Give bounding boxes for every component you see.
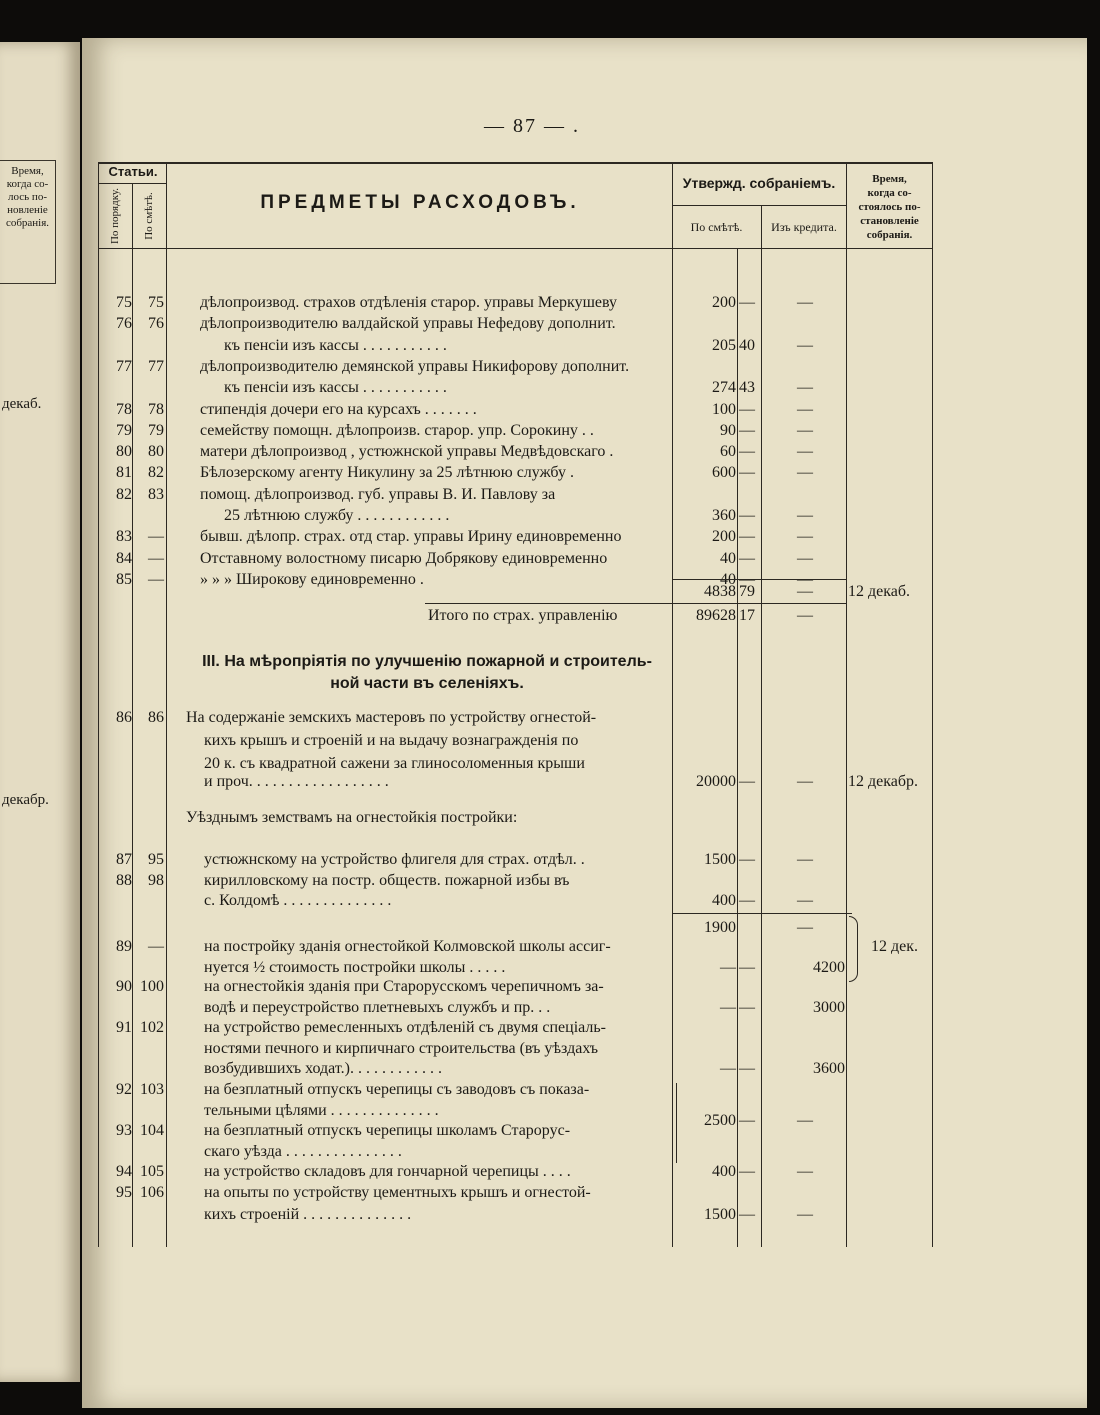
amount-rubles: 40 — [720, 549, 736, 567]
row-description: 25 лѣтнюю службу . . . . . . . . . . . . — [224, 507, 450, 524]
amount-rubles: 200 — [712, 294, 736, 311]
row-description: дѣлопроизводителю демянской управы Никифорову дополнит. — [200, 357, 630, 375]
amount-kopecks: — — [739, 570, 755, 588]
amount-kopecks: — — [739, 507, 755, 524]
row-order-number: 81 — [116, 464, 132, 482]
table-row — [0, 998, 1100, 1018]
rows-92-93-sum: 2500 — — — [704, 1112, 813, 1129]
amount-rubles: 200 — [712, 528, 736, 546]
row-order-number: 95 — [116, 1184, 132, 1201]
table-row — [0, 958, 1100, 978]
row-order-number: 78 — [116, 400, 132, 418]
amount-rubles: 274 — [712, 379, 736, 397]
header-from-credit: Изъ кредита. — [771, 220, 837, 234]
amount-credit: — — [797, 336, 813, 354]
amount-rubles: — — [720, 958, 736, 976]
row-order-number: 88 — [116, 871, 132, 889]
amount-rubles: 1500 — [704, 1206, 736, 1223]
amount-kopecks: — — [739, 1060, 755, 1077]
table-row — [0, 871, 1100, 891]
table-row — [0, 357, 1100, 377]
row-description: стипендія дочери его на курсахъ . . . . . . . — [200, 400, 477, 418]
amount-kopecks: — — [739, 1206, 755, 1223]
amount-credit: — — [797, 570, 813, 588]
amount-credit: — — [797, 443, 813, 461]
header-by-smeta: По смѣтѣ. — [690, 220, 743, 234]
row-order-number: 87 — [116, 851, 132, 868]
table-header-bottom — [98, 248, 932, 249]
subtotal-rule — [672, 579, 846, 580]
row-estimate-number: 106 — [140, 1184, 164, 1201]
header-time-column: Время, когда со- стоялось по- становленіе собранія. — [858, 173, 921, 241]
row-estimate-number: 105 — [140, 1163, 164, 1180]
row-order-number: 76 — [116, 315, 132, 333]
amount-credit: — — [797, 379, 813, 397]
row-estimate-number: 77 — [148, 357, 164, 375]
row-estimate-number: 80 — [148, 443, 164, 461]
header-title: ПРЕДМЕТЫ РАСХОДОВЪ. — [260, 192, 580, 213]
row-estimate-number: 103 — [140, 1081, 164, 1098]
header-approved: Утвержд. собраніемъ. — [682, 175, 836, 191]
row-description: къ пенсіи изъ кассы . . . . . . . . . . . — [224, 379, 447, 397]
row-order-number: 84 — [116, 549, 132, 567]
row-description: на безплатный отпускъ черепицы школамъ Старорус- — [204, 1122, 571, 1139]
row-description: водѣ и переустройство плетневыхъ службъ и пр. . . — [204, 998, 551, 1016]
row-description: на устройство ремесленныхъ отдѣленій съ двумя спеціаль- — [204, 1019, 606, 1036]
row-description: » » » Широкову единовременно . — [200, 570, 424, 588]
row-order-number: 75 — [116, 294, 132, 311]
row-description: с. Колдомѣ . . . . . . . . . . . . . . — [204, 892, 392, 909]
table-rule — [672, 913, 852, 914]
amount-rubles: 1500 — [704, 851, 736, 868]
row-description: къ пенсіи изъ кассы . . . . . . . . . . . — [224, 336, 447, 354]
row-estimate-number: 100 — [140, 978, 164, 995]
amount-kopecks: 40 — [739, 336, 755, 354]
row-order-number: 82 — [116, 485, 132, 503]
amount-rubles: 360 — [712, 507, 736, 524]
row-description: Бѣлозерскому агенту Никулину за 25 лѣтнюю службу . — [200, 464, 574, 482]
previous-page-note: декабр. — [2, 792, 49, 808]
amount-kopecks: — — [739, 851, 755, 868]
table-row — [0, 1018, 1100, 1038]
row-estimate-number: 79 — [148, 421, 164, 439]
section-title: III. На мѣропріятія по улучшенію пожарной и строитель- — [202, 653, 652, 670]
amount-kopecks: — — [739, 464, 755, 482]
total-row: Итого по страх. управленію 89628 17 — — [428, 607, 813, 624]
amount-rubles: 90 — [720, 421, 736, 439]
row-description: матери дѣлопроизвод , устюжнской управы Медвѣдовскаго . — [200, 443, 614, 461]
row-estimate-number: 102 — [140, 1019, 164, 1036]
previous-page-note: декаб. — [2, 396, 42, 412]
row-estimate-number: — — [148, 528, 164, 546]
amount-credit: — — [797, 1206, 813, 1223]
row-order-number: 90 — [116, 978, 132, 995]
table-row — [0, 421, 1100, 441]
amount-kopecks: — — [739, 549, 755, 567]
amount-rubles: 40 — [720, 570, 736, 588]
table-row — [0, 336, 1100, 356]
table-row — [0, 1142, 1100, 1162]
table-row — [0, 1162, 1100, 1182]
previous-page-header: Время, когда со- лось по- новленіе собранія. — [0, 160, 56, 284]
row-description: семейству помощн. дѣлопроизв. старор. упр. Сорокину . . — [200, 421, 594, 439]
row-order-number: 77 — [116, 357, 132, 375]
amount-credit: 3600 — [813, 1060, 845, 1077]
row-description: дѣлопроизводителю валдайской управы Нефедову дополнит. — [200, 315, 616, 333]
row-estimate-number: 104 — [140, 1122, 164, 1139]
row-estimate-number: 83 — [148, 485, 164, 503]
row-order-number: 92 — [116, 1081, 132, 1098]
table-row — [0, 442, 1100, 462]
amount-credit: — — [797, 421, 813, 439]
zemstvo-label: Уѣзднымъ земствамъ на огнестойкія постройки: — [186, 809, 518, 826]
amount-credit: — — [797, 1163, 813, 1180]
table-row — [0, 527, 1100, 547]
amount-credit: — — [797, 464, 813, 482]
row-order-number: 83 — [116, 528, 132, 546]
row-description: на устройство складовъ для гончарной черепицы . . . . — [204, 1163, 571, 1180]
row-estimate-number: — — [148, 938, 164, 955]
row-order-number: 93 — [116, 1122, 132, 1139]
row-description: возбудившихъ ходат.). . . . . . . . . . . . — [204, 1060, 442, 1077]
row-order-number: 80 — [116, 443, 132, 461]
amount-kopecks: — — [739, 294, 755, 311]
page-number: — 87 — . — [484, 115, 580, 137]
row-description: скаго уѣзда . . . . . . . . . . . . . . . — [204, 1142, 402, 1160]
total-rule — [425, 603, 846, 604]
row-description: на постройку зданія огнестойкой Колмовской школы ассиг- — [204, 938, 611, 955]
row-description: кирилловскому на постр. обществ. пожарной избы въ — [204, 871, 570, 889]
table-rule — [672, 205, 846, 206]
table-row — [0, 891, 1100, 911]
amount-credit: — — [797, 851, 813, 868]
row-order-number: 91 — [116, 1019, 132, 1036]
row-order-number: 94 — [116, 1163, 132, 1180]
amount-rubles: — — [720, 1060, 736, 1077]
table-top-border — [98, 162, 932, 164]
amount-kopecks: — — [739, 528, 755, 546]
row-89-top: 1900 — — [704, 919, 813, 936]
table-row — [0, 850, 1100, 870]
table-row — [0, 1183, 1100, 1203]
amount-credit: — — [797, 294, 813, 311]
amount-credit: — — [797, 528, 813, 546]
header-by-order: По порядку. — [109, 187, 121, 245]
row-estimate-number: — — [148, 570, 164, 588]
table-row — [0, 1205, 1100, 1225]
table-row — [0, 485, 1100, 505]
row-order-number: 89 — [116, 938, 132, 955]
amount-credit: — — [797, 400, 813, 418]
amount-rubles: 600 — [712, 464, 736, 482]
amount-rubles: 205 — [712, 336, 736, 354]
row-description: нуется ½ стоимость постройки школы . . . . . — [204, 958, 506, 976]
table-row — [0, 378, 1100, 398]
amount-kopecks: — — [739, 958, 755, 976]
row-description: Отставному волостному писарю Добрякову единовременно — [200, 549, 608, 567]
amount-rubles: 400 — [712, 1163, 736, 1180]
table-row — [0, 463, 1100, 483]
amount-kopecks: — — [739, 400, 755, 418]
row-estimate-number: 82 — [148, 464, 164, 482]
row-description: ностями печного и кирпичнаго строительства (въ уѣздахъ — [204, 1039, 598, 1057]
amount-kopecks: — — [739, 1163, 755, 1180]
row-order-number: 85 — [116, 570, 132, 588]
row-description: кихъ строеній . . . . . . . . . . . . . . — [204, 1206, 412, 1223]
row-estimate-number: 76 — [148, 315, 164, 333]
amount-kopecks: — — [739, 892, 755, 909]
table-row — [0, 293, 1100, 313]
row-description: помощ. дѣлопроизвод. губ. управы В. И. Павлову за — [200, 485, 556, 503]
subtotal-row: 4838 79 — 12 декаб. — [704, 583, 911, 600]
amount-credit: 4200 — [813, 958, 845, 976]
table-row — [0, 1059, 1100, 1079]
row-description: устюжнскому на устройство флигеля для страх. отдѣл. . — [204, 851, 585, 868]
row-estimate-number: — — [148, 549, 164, 567]
date-label: 12 дек. — [871, 938, 919, 955]
header-by-estimate: По смѣтѣ. — [143, 192, 155, 240]
table-row — [0, 400, 1100, 420]
amount-kopecks: — — [739, 998, 755, 1016]
row-description: на опыты по устройству цементныхъ крышъ и огнестой- — [204, 1184, 591, 1201]
amount-credit: — — [797, 549, 813, 567]
table-row — [0, 314, 1100, 334]
row-description: на огнестойкія зданія при Старорусскомъ черепичномъ за- — [204, 978, 604, 995]
amount-credit: — — [797, 507, 813, 524]
table-row — [0, 977, 1100, 997]
amount-rubles: — — [720, 998, 736, 1016]
table-row — [0, 1039, 1100, 1059]
row-estimate-number: 78 — [148, 400, 164, 418]
row-description: бывш. дѣлопр. страх. отд стар. управы Ирину единовременно — [200, 528, 622, 546]
row-description: на безплатный отпускъ черепицы съ заводовъ съ показа- — [204, 1081, 590, 1098]
row-estimate-number: 98 — [148, 871, 164, 889]
row-estimate-number: 95 — [148, 851, 164, 868]
table-row — [0, 549, 1100, 569]
header-articles: Статьи. — [108, 164, 158, 179]
amount-rubles: 400 — [712, 892, 736, 909]
amount-kopecks: — — [739, 421, 755, 439]
amount-rubles: 100 — [712, 400, 736, 418]
amount-credit: 3000 — [813, 998, 845, 1016]
amount-credit: — — [797, 892, 813, 909]
row-description: дѣлопроизвод. страхов отдѣленія старор. управы Меркушеву — [200, 294, 618, 311]
table-row — [0, 506, 1100, 526]
table-row — [0, 1080, 1100, 1100]
section-title: ной части въ селеніяхъ. — [330, 675, 524, 692]
row-estimate-number: 75 — [148, 294, 164, 311]
amount-kopecks: — — [739, 443, 755, 461]
amount-kopecks: 43 — [739, 379, 755, 397]
row-description: тельными цѣлями . . . . . . . . . . . . . . — [204, 1101, 439, 1119]
row-order-number: 79 — [116, 421, 132, 439]
amount-rubles: 60 — [720, 443, 736, 461]
table-row — [0, 937, 1100, 957]
